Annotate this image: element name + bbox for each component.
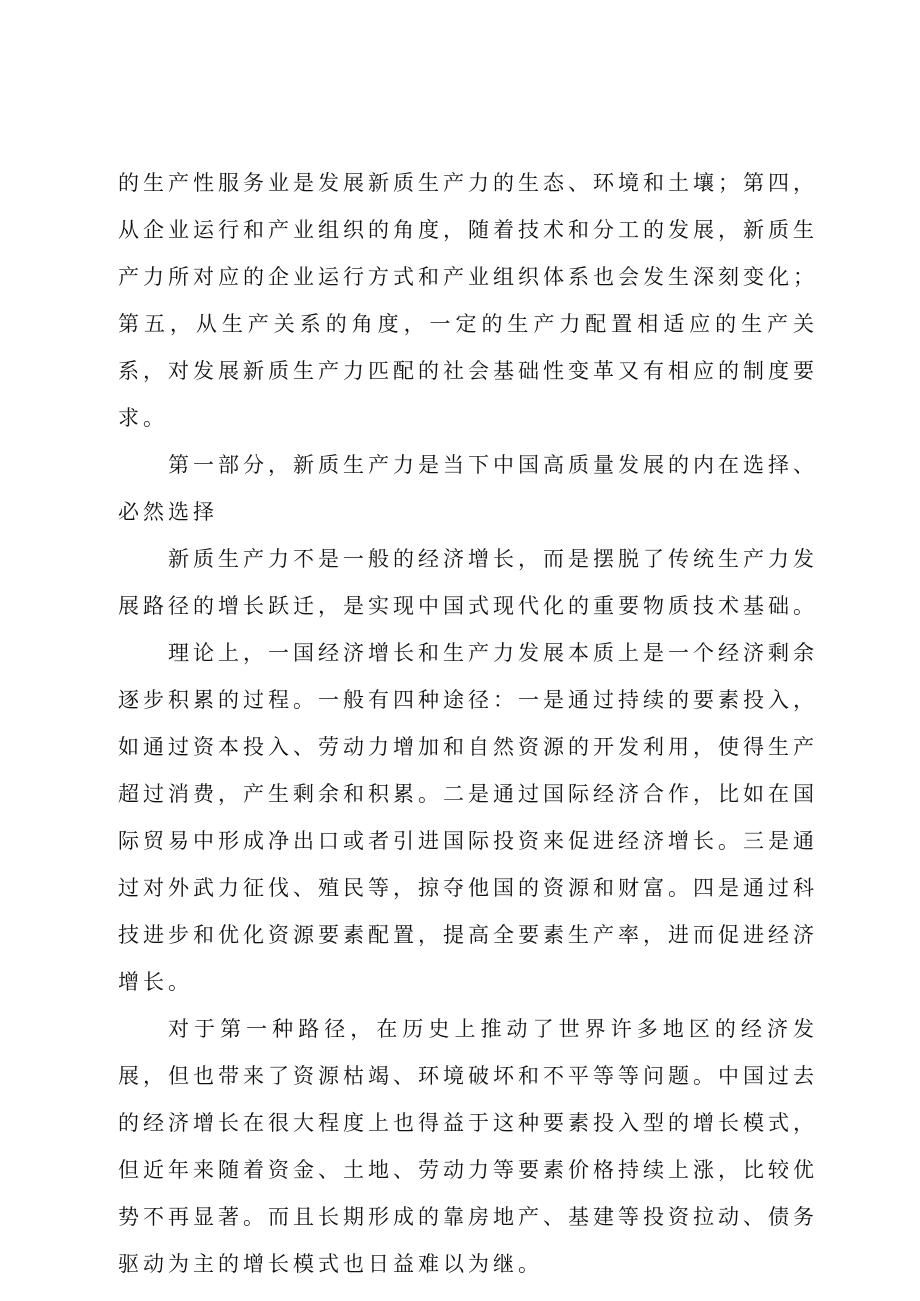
document-body [118,160,818,1288]
paragraph: 对于第一种路径，在历史上推动了世界许多地区的经济发展，但也带来了资源枯竭、环境破坏和不平等等问题。中国过去的经济增长在很大程度上也得益于这种要素投入型的增长模式，但近年来随着资金、土地、劳动力等要素价格持续上涨，比较优势不再显著。而且长期形成的靠房地产、基建等投资拉动、债务驱动为主的增长模式也日益难以为继。 [118,1017,818,1276]
paragraph-continuation: 的生产性服务业是发展新质生产力的生态、环境和土壤；第四，从企业运行和产业组织的角度，随着技术和分工的发展，新质生产力所对应的企业运行方式和产业组织体系也会发生深刻变化；第五，从生产关系的角度，一定的生产力配置相适应的生产关系，对发展新质生产力匹配的社会基础性变革又有相应的制度要求。 [118,171,818,430]
section-heading: 第一部分，新质生产力是当下中国高质量发展的内在选择、必然选择 [118,453,818,524]
paragraph: 理论上，一国经济增长和生产力发展本质上是一个经济剩余逐步积累的过程。一般有四种途径：一是通过持续的要素投入，如通过资本投入、劳动力增加和自然资源的开发利用，使得生产超过消费，产生剩余和积累。二是通过国际经济合作，比如在国际贸易中形成净出口或者引进国际投资来促进经济增长。三是通过对外武力征伐、殖民等，掠夺他国的资源和财富。四是通过科技进步和优化资源要素配置，提高全要素生产率，进而促进经济增长。 [118,641,818,994]
paragraph: 新质生产力不是一般的经济增长，而是摆脱了传统生产力发展路径的增长跃迁，是实现中国式现代化的重要物质技术基础。 [118,547,818,618]
